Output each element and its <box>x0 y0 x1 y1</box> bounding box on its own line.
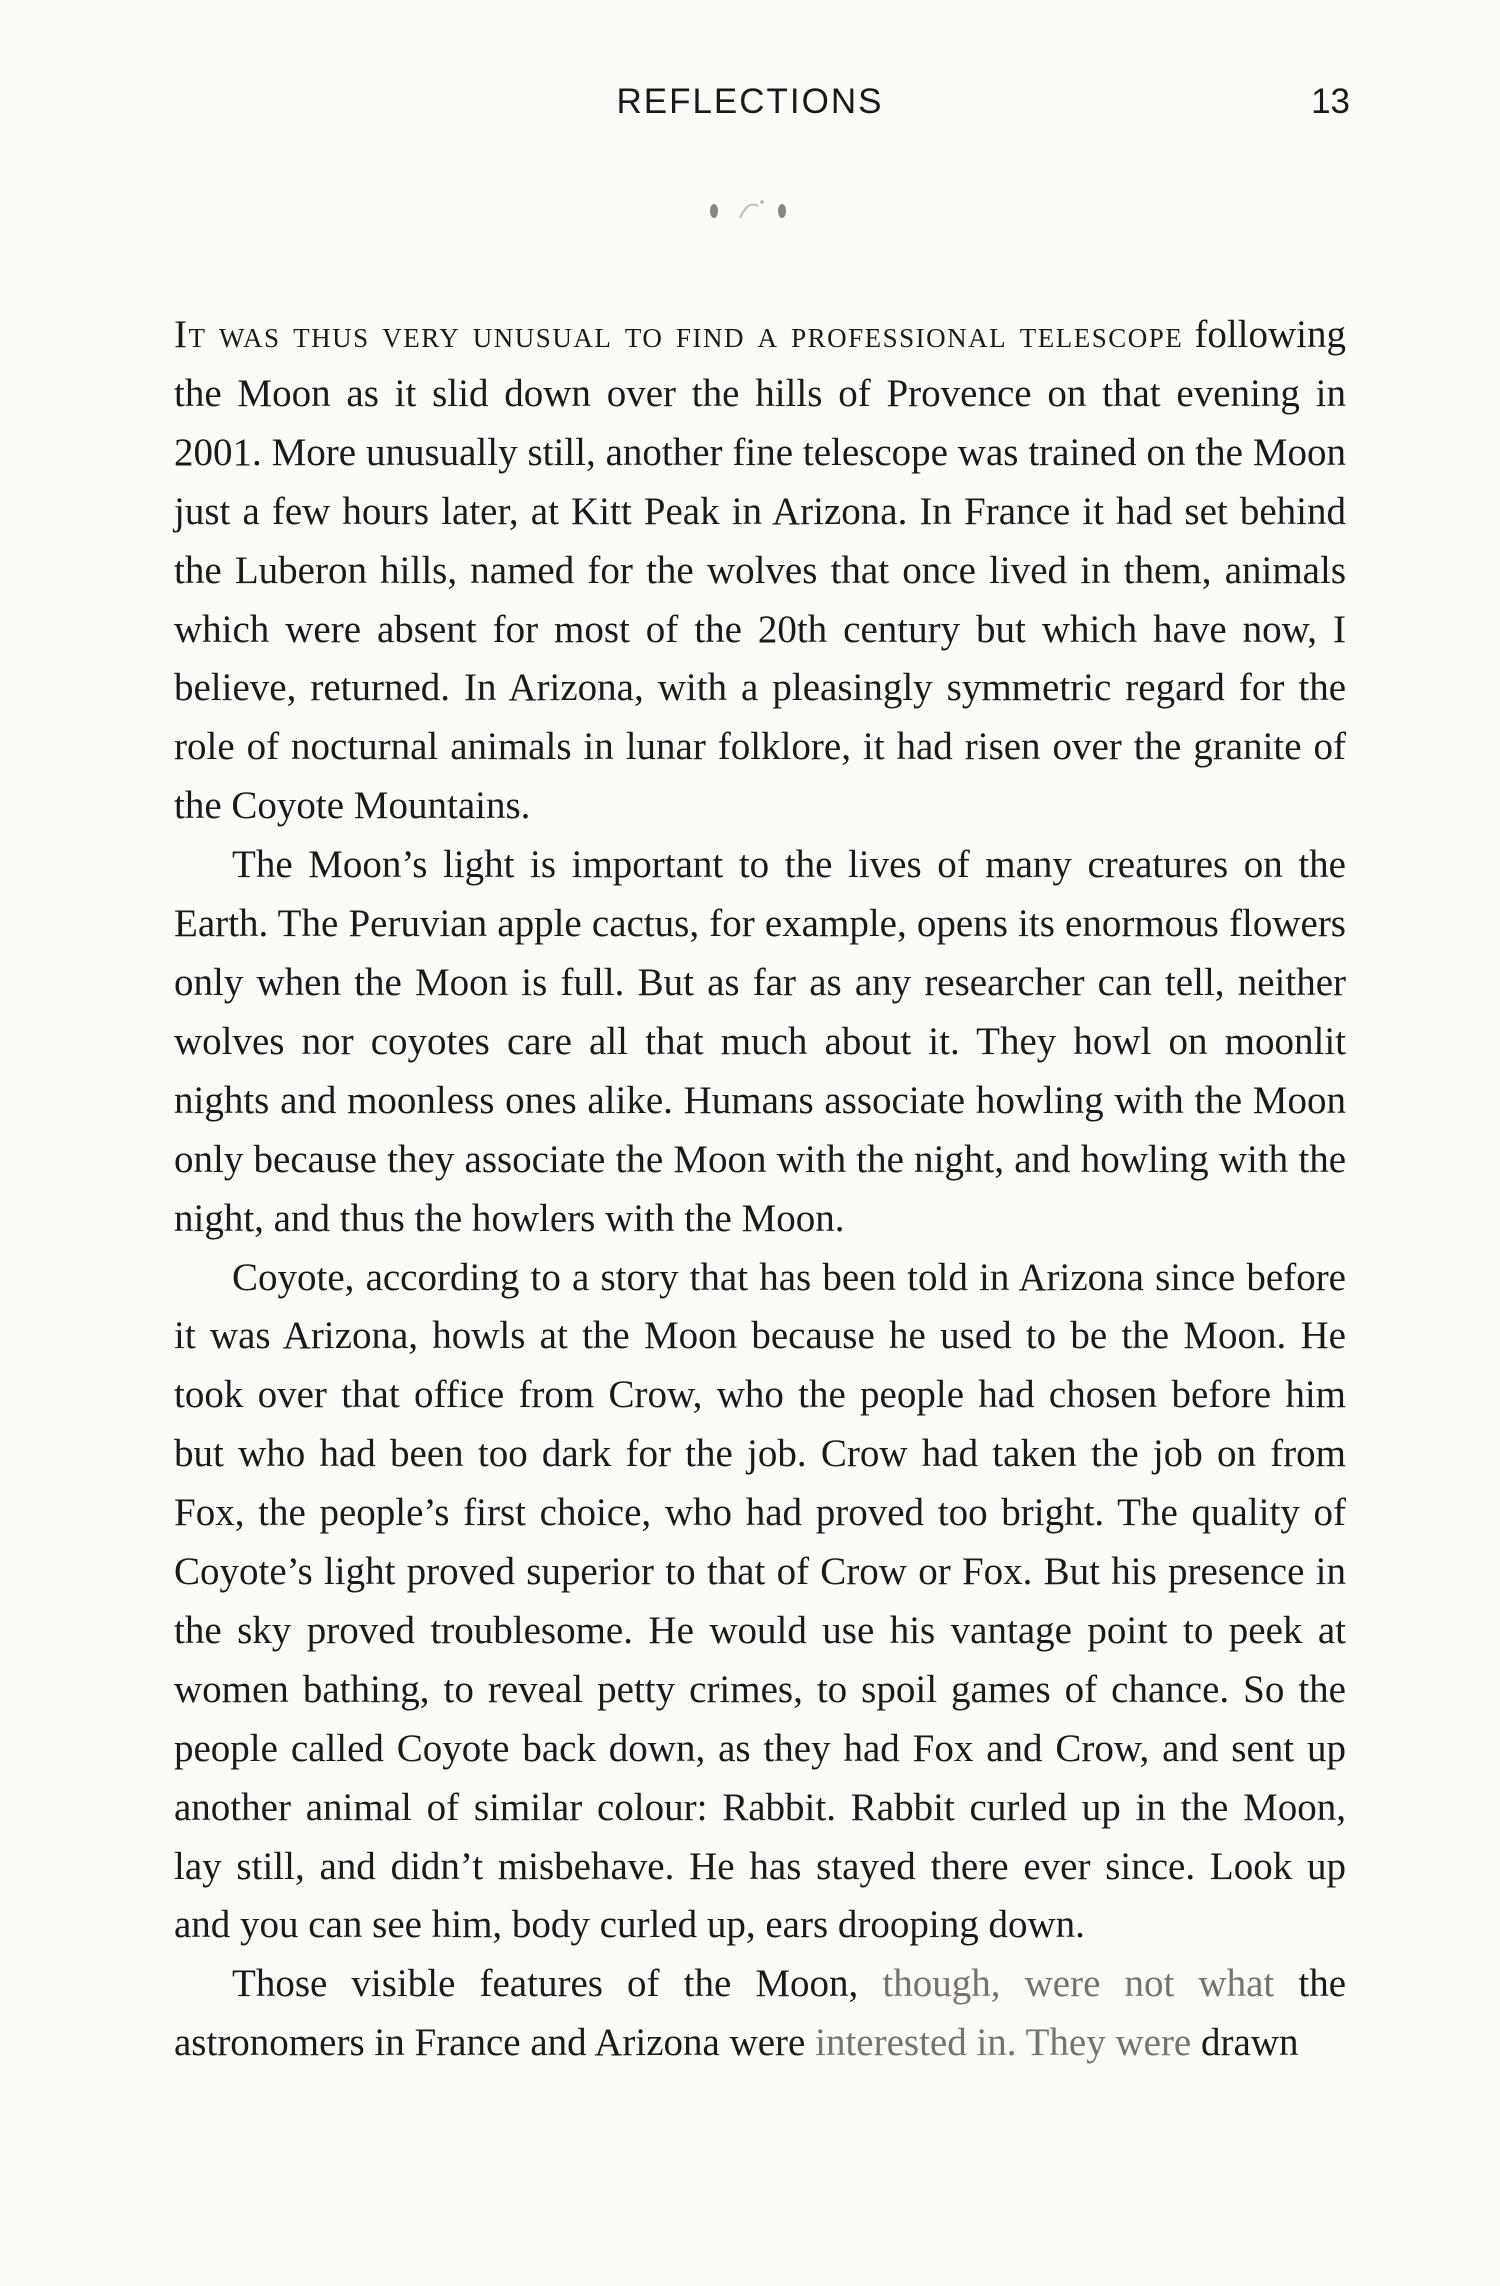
paragraph <box>174 306 1346 836</box>
paragraph-text: Those visible features of the Moon, <box>232 1962 883 2006</box>
paragraph: The Moon’s light is important to the lives of many creatures on the Earth. The Peruvian apple cactus, for example, opens its enormous flowers only when the Moon is full. But as far as any researcher can tell, neither wolves nor coyotes care all that much about it. They howl on moonlit nights and moonless ones alike. Humans associate howling with the Moon only because they associate the Moon with the night, and howling with the night, and thus the howlers with the Moon. <box>174 843 1346 1240</box>
page-number: 13 <box>1311 82 1350 121</box>
paragraph: Coyote, according to a story that has been told in Arizona since before it was Arizona, howls at the Moon because he used to be the Moon. He took over that office from Crow, who the people had chosen before him but who had been too dark for the job. Crow had taken the job on from Fox, the people’s first choice, who had proved too bright. The quality of Coyote’s light proved superior to that of Crow or Fox. But his presence in the sky proved troublesome. He would use his vantage point to peek at women bathing, to reveal petty crimes, to spoil games of chance. So the people called Coyote back down, as they had Fox and Crow, and sent up another animal of similar colour: Rabbit. Rabbit curled up in the Moon, lay still, and didn’t misbehave. He has stayed there ever since. Look up and you can see him, body curled up, ears drooping down. <box>174 1255 1346 1947</box>
lead-in-small-caps: It was thus very unusual to find a professional telescope <box>174 313 1184 356</box>
paragraph-text: the astronomers in France and Arizona were <box>174 1962 1347 2065</box>
running-title: REFLECTIONS <box>616 82 884 121</box>
paragraph-text: following the Moon as it slid down over the hills of Provence on that evening in 2001. More unusually still, another fine telescope was trained on the Moon just a few hours later, at Kitt Peak in Arizona. In France it had set behind the Luberon hills, named for the wolves that once lived in them, animals which were absent for most of the 20th century but which have now, I believe, returned. In Arizona, with a pleasingly symmetric regard for the role of nocturnal animals in lunar folklore, it had risen over the granite of the Coyote Mountains. <box>174 313 1346 828</box>
running-head <box>0 82 1500 132</box>
faded-text: interested in. They were <box>815 2021 1192 2065</box>
faded-text: though, were not what <box>882 1962 1275 2006</box>
body-text <box>174 306 1346 2073</box>
paragraph-text: drawn <box>1191 2021 1299 2065</box>
paragraph <box>174 1955 1346 2073</box>
section-break-ornament-icon <box>700 188 810 228</box>
